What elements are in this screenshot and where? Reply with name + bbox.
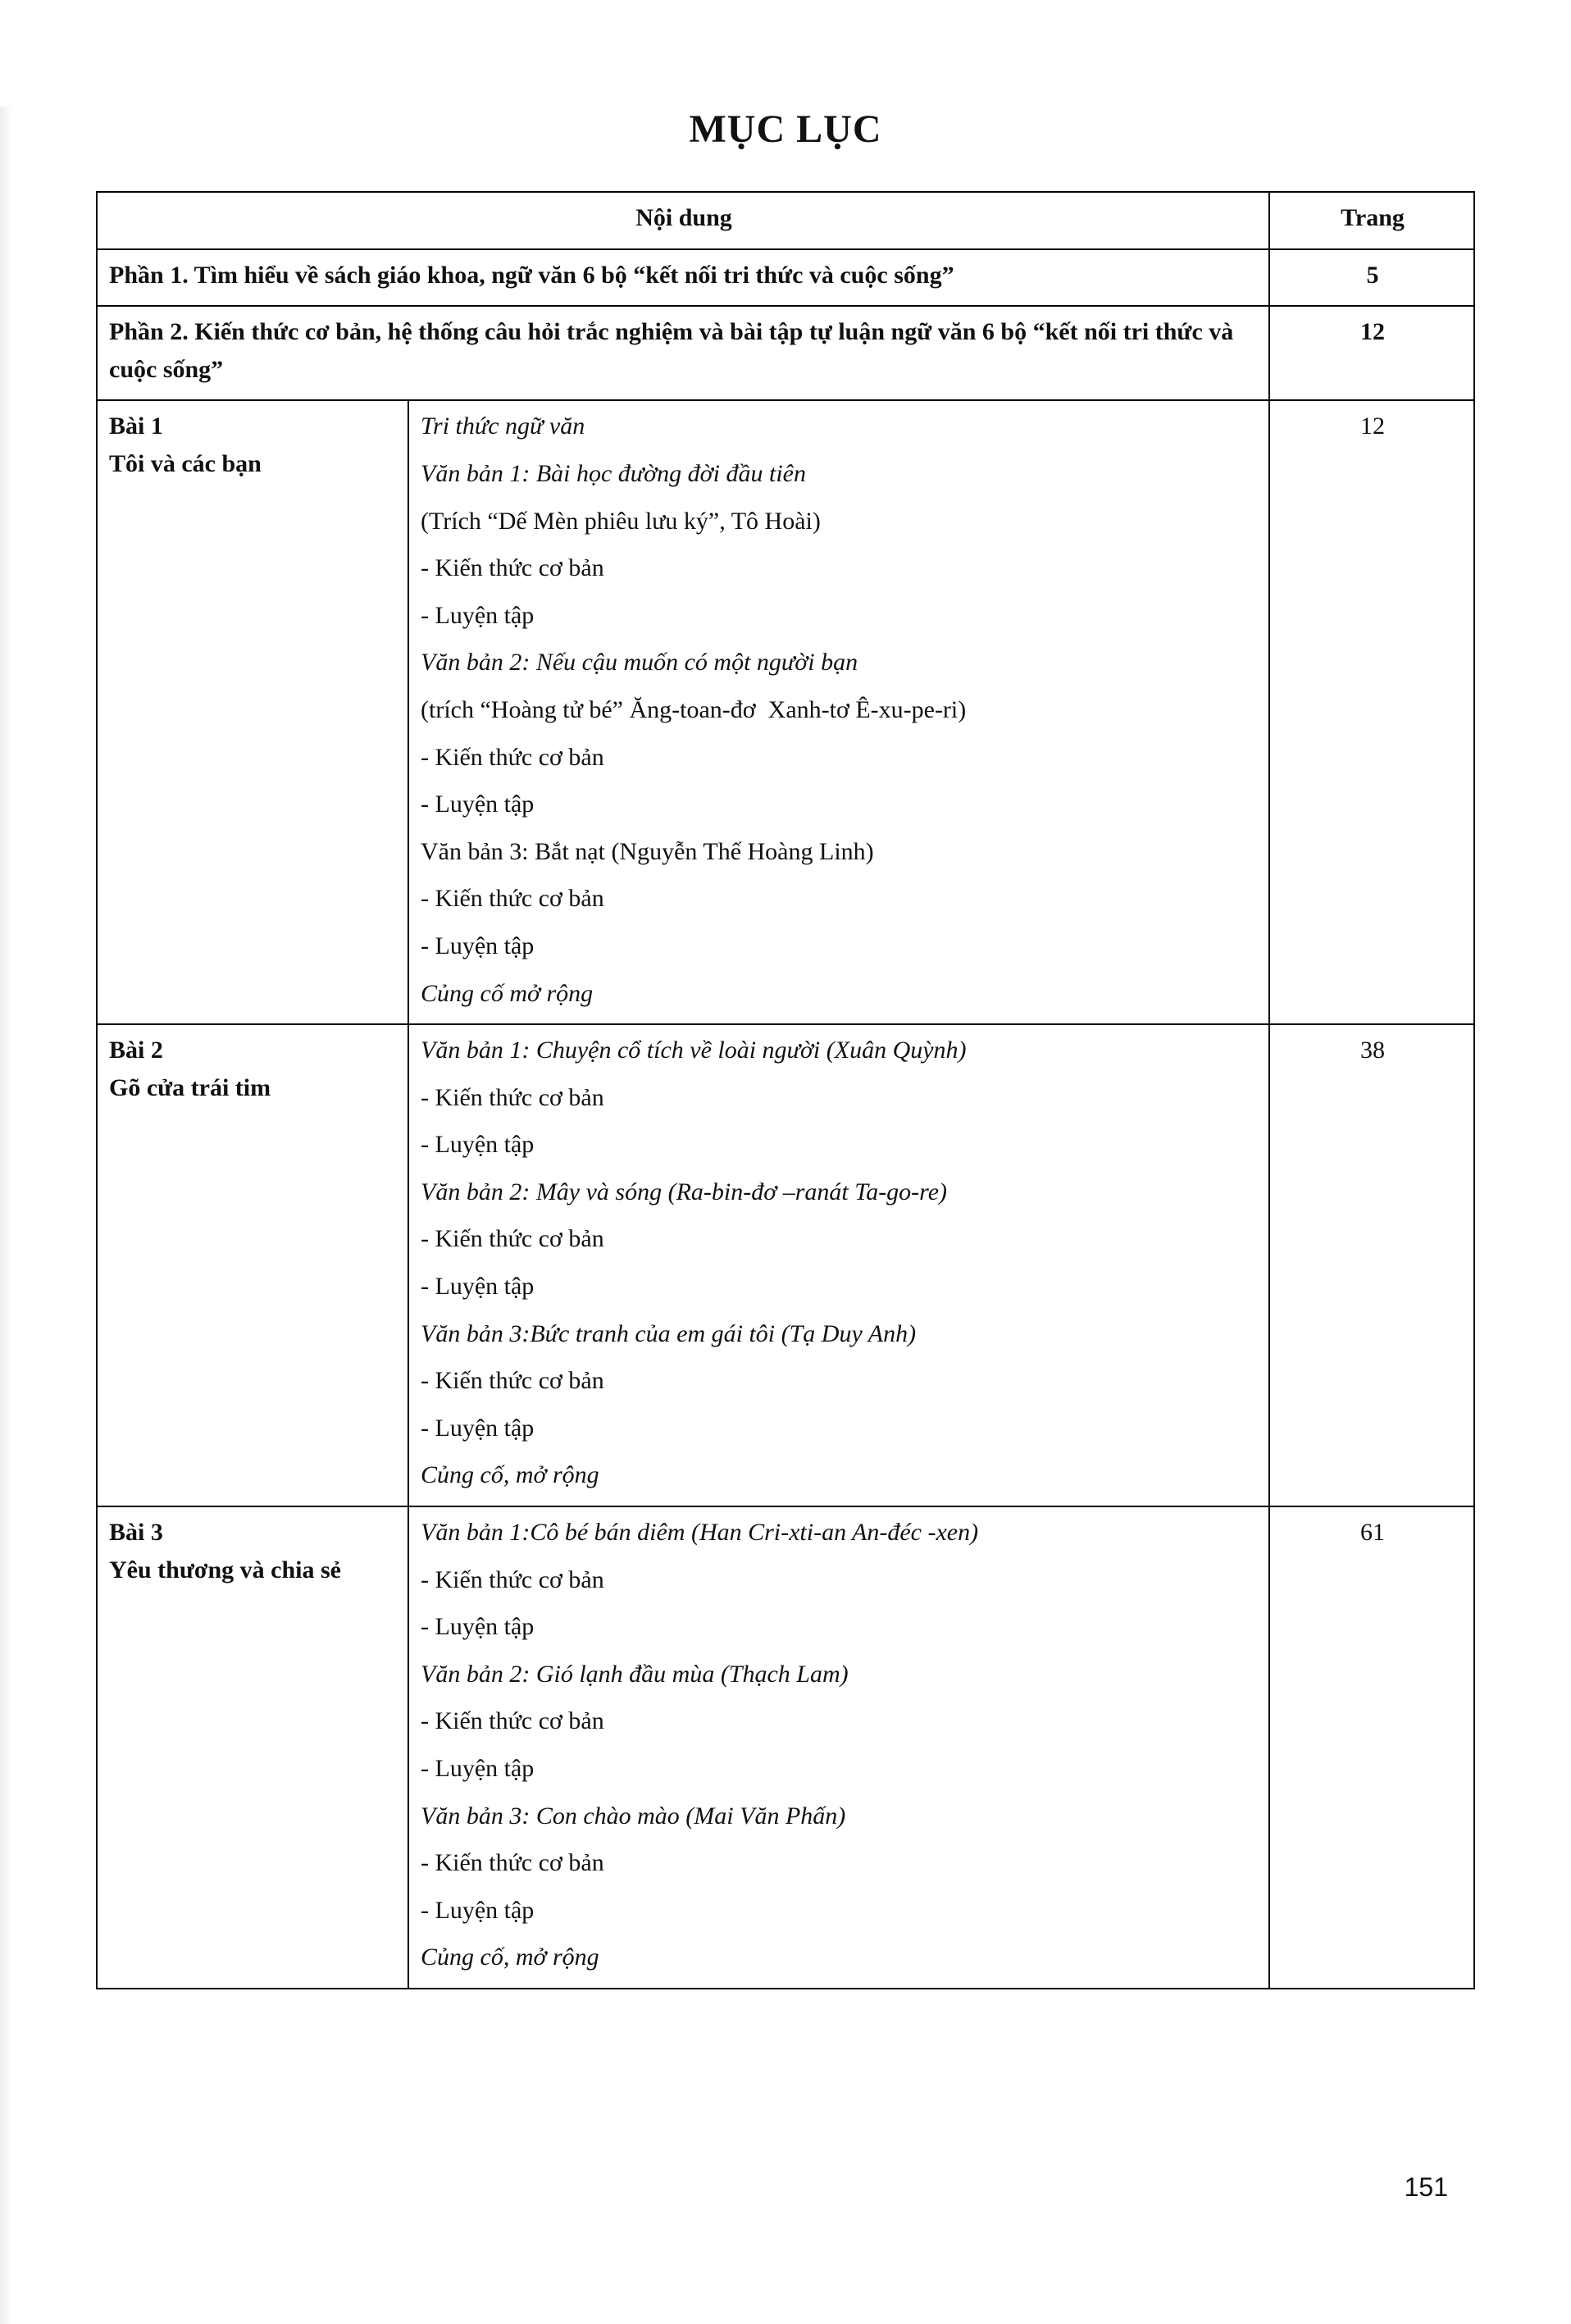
list-item: Văn bản 1: Bài học đường đời đầu tiên <box>421 459 806 487</box>
table-row <box>97 400 1474 1024</box>
list-item: Văn bản 3: Con chào mào (Mai Văn Phấn) <box>421 1802 846 1830</box>
table-row <box>97 1024 1474 1506</box>
list-item: Văn bản 1:Cô bé bán diêm (Han Cri-xti-an An-đéc -xen) <box>421 1519 979 1547</box>
table-row <box>97 1506 1474 1989</box>
list-item: - Kiến thức cơ bản <box>421 1849 604 1877</box>
list-item: - Kiến thức cơ bản <box>421 1225 604 1253</box>
lesson-content <box>408 1024 1269 1506</box>
table-header-row <box>97 192 1474 249</box>
lesson-heading <box>97 1024 408 1506</box>
list-item: Củng cố, mở rộng <box>421 1944 599 1971</box>
table-row <box>97 306 1474 400</box>
list-item: - Luyện tập <box>421 1755 535 1782</box>
list-item: - Luyện tập <box>421 791 535 818</box>
table-of-contents <box>96 191 1475 1989</box>
lesson-content <box>408 400 1269 1024</box>
list-item: Văn bản 2: Nếu cậu muốn có một người bạn <box>421 649 858 677</box>
list-item: - Kiến thức cơ bản <box>421 554 604 582</box>
list-item: Văn bản 2: Mây và sóng (Ra-bin-đơ –ranát Ta-go-re) <box>421 1178 948 1205</box>
column-header-page: Trang <box>1269 192 1474 249</box>
lesson-heading <box>97 400 408 1024</box>
list-item: - Luyện tập <box>421 1414 535 1442</box>
list-item: - Luyện tập <box>421 1613 535 1641</box>
list-item: - Luyện tập <box>421 601 535 629</box>
lesson-label: Bài 3 <box>109 1519 163 1547</box>
list-item: - Kiến thức cơ bản <box>421 743 604 771</box>
list-item: - Luyện tập <box>421 1896 535 1924</box>
page-edge-shadow <box>0 107 11 2324</box>
lesson-heading <box>97 1506 408 1989</box>
list-item: - Luyện tập <box>421 1273 535 1301</box>
list-item: Văn bản 3: Bắt nạt (Nguyễn Thế Hoàng Linh) <box>421 837 874 865</box>
list-item: - Kiến thức cơ bản <box>421 1565 604 1593</box>
list-item: (trích “Hoàng tử bé” Ăng-toan-đơ Xanh-tơ Ê-xu-pe-ri) <box>421 695 967 723</box>
list-item: - Kiến thức cơ bản <box>421 885 604 913</box>
list-item: - Kiến thức cơ bản <box>421 1367 604 1395</box>
part-page-number: 5 <box>1269 249 1474 307</box>
lesson-page-number: 38 <box>1269 1024 1474 1506</box>
list-item: Củng cố mở rộng <box>421 979 594 1007</box>
part-title: Phần 1. Tìm hiểu về sách giáo khoa, ngữ văn 6 bộ “kết nối tri thức và cuộc sống” <box>97 249 1269 307</box>
list-item: (Trích “Dế Mèn phiêu lưu ký”, Tô Hoài) <box>421 507 821 535</box>
list-item: - Kiến thức cơ bản <box>421 1083 604 1111</box>
lesson-name: Tôi và các bạn <box>109 449 262 477</box>
list-item: Văn bản 3:Bức tranh của em gái tôi (Tạ Duy Anh) <box>421 1319 917 1347</box>
lesson-name: Gõ cửa trái tim <box>109 1073 271 1101</box>
list-item: Củng cố, mở rộng <box>421 1461 599 1489</box>
page-title: MỤC LỤC <box>689 107 882 151</box>
footer-page-number: 151 <box>1404 2172 1448 2202</box>
table-row <box>97 249 1474 307</box>
list-item: Tri thức ngữ văn <box>421 412 585 440</box>
list-item: - Kiến thức cơ bản <box>421 1707 604 1735</box>
lesson-name: Yêu thương và chia sẻ <box>109 1556 341 1584</box>
lesson-content <box>408 1506 1269 1989</box>
lesson-label: Bài 2 <box>109 1037 163 1064</box>
lesson-page-number: 12 <box>1269 400 1474 1024</box>
column-header-content: Nội dung <box>97 192 1269 249</box>
lesson-label: Bài 1 <box>109 412 163 440</box>
list-item: Văn bản 1: Chuyện cổ tích về loài người (Xuân Quỳnh) <box>421 1037 967 1064</box>
lesson-page-number: 61 <box>1269 1506 1474 1989</box>
list-item: - Luyện tập <box>421 1131 535 1159</box>
part-title: Phần 2. Kiến thức cơ bản, hệ thống câu hỏi trắc nghiệm và bài tập tự luận ngữ văn 6 bộ “kết nối tri thức và cuộc sống” <box>97 306 1269 400</box>
list-item: Văn bản 2: Gió lạnh đầu mùa (Thạch Lam) <box>421 1660 849 1688</box>
document-page <box>0 107 1571 2324</box>
part-page-number: 12 <box>1269 306 1474 400</box>
list-item: - Luyện tập <box>421 932 535 959</box>
